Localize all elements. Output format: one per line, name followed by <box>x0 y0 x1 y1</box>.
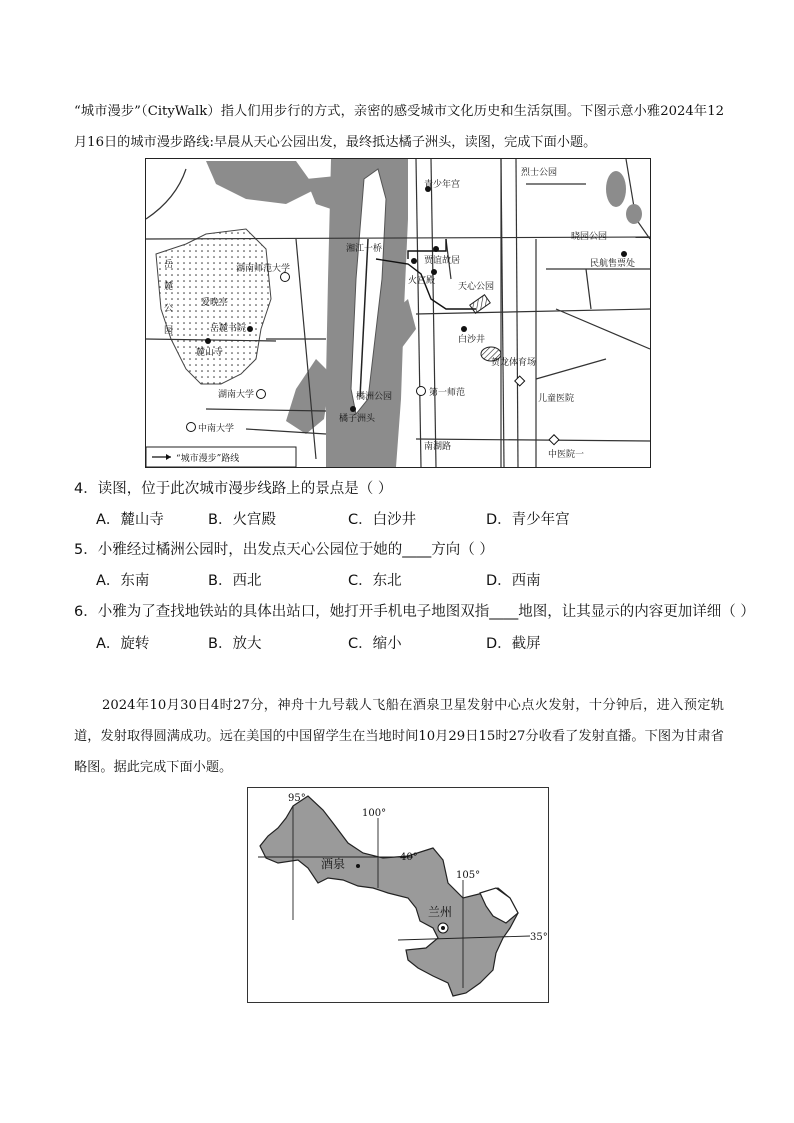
label-lat-35: 35° <box>530 932 548 943</box>
label-lushan-temple: 麓山寺 <box>196 348 224 358</box>
label-lon-105: 105° <box>456 870 481 881</box>
question-5-stem: 5．小雅经过橘洲公园时，出发点天心公园位于她的____方向（ ） <box>74 542 494 558</box>
q4-option-a[interactable]: A．麓山寺 <box>96 512 164 528</box>
q5-option-a[interactable]: A．东南 <box>96 573 150 589</box>
label-civil-aviation: 民航售票处 <box>590 259 636 269</box>
label-central-south: 中南大学 <box>198 424 235 434</box>
label-lat-40: 40° <box>400 852 418 863</box>
q5-option-b[interactable]: B．西北 <box>208 573 262 589</box>
question-4-stem: 4．读图，位于此次城市漫步线路上的景点是（ ） <box>74 481 393 497</box>
label-hunan-normal: 湖南师范大学 <box>236 264 291 274</box>
label-lon-100: 100° <box>362 808 387 819</box>
label-juzizhoutou: 橘子洲头 <box>339 414 376 424</box>
q6-option-a[interactable]: A．旋转 <box>96 636 150 652</box>
label-huogong: 火宫殿 <box>408 276 436 286</box>
legend-route-label: “城市漫步”路线 <box>176 454 240 464</box>
label-yuelu-academy: 岳麓书院 <box>210 324 247 334</box>
label-gym: 贺龙体育场 <box>491 358 537 368</box>
q6-option-c[interactable]: C．缩小 <box>348 636 402 652</box>
label-lon-95: 95° <box>288 793 306 804</box>
jiuquan-symbol <box>356 864 360 868</box>
label-jiayi: 贾谊故居 <box>424 256 461 266</box>
label-lanzhou: 兰州 <box>428 905 453 919</box>
label-hunan-univ: 湖南大学 <box>218 390 255 400</box>
passage-intro-citywalk: “城市漫步”（CityWalk）指人们用步行的方式，亲密的感受城市文化历史和生活氛围。下图示意小雅2024年12月16日的城市漫步路线:早晨从天心公园出发，最终抵达橘子洲头，读图，完成下面小题。 <box>74 104 724 150</box>
q6-option-b[interactable]: B．放大 <box>208 636 262 652</box>
label-youth-palace: 青少年宫 <box>424 180 461 190</box>
question-6-stem: 6．小雅为了查找地铁站的具体出站口，她打开手机电子地图双指____地图，让其显示的内容更加详细（ ） <box>74 604 755 620</box>
label-yuelu-park: 岳麓公园 <box>164 260 174 336</box>
q4-option-d[interactable]: D．青少年宫 <box>486 512 570 528</box>
gansu-map-svg <box>248 788 548 1002</box>
q5-option-d[interactable]: D．西南 <box>486 573 541 589</box>
q5-option-c[interactable]: C．东北 <box>348 573 402 589</box>
q6-option-d[interactable]: D．截屏 <box>486 636 541 652</box>
citywalk-map-svg <box>146 159 650 467</box>
q4-option-b[interactable]: B．火宫殿 <box>208 512 276 528</box>
label-children-hospital: 儿童医院 <box>538 394 575 404</box>
label-xiangjiang-bridge: 湘江一桥 <box>346 244 383 254</box>
lake-shape <box>206 161 316 204</box>
label-xiaoyuan: 晓园公园 <box>571 232 608 242</box>
label-jiuquan: 酒泉 <box>321 857 346 871</box>
gansu-province-shape <box>260 796 518 996</box>
label-tianxin: 天心公园 <box>458 282 495 292</box>
passage-shenzhou: 2024年10月30日4时27分，神舟十九号载人飞船在酒泉卫星发射中心点火发射，十分钟后，进入预定轨道，发射取得圆满成功。远在美国的中国留学生在当地时间10月29日15时27分收看了发射直播。下图为甘肃省略图。据此完成下面小题。 <box>74 698 724 775</box>
gansu-map <box>247 787 549 1003</box>
label-lieshi: 烈士公园 <box>521 168 558 178</box>
label-aiwan: 爱晚亭 <box>201 298 229 308</box>
label-first-normal: 第一师范 <box>429 388 466 398</box>
label-baisha: 白沙井 <box>458 335 486 345</box>
label-zhongyiyuan: 中医院一 <box>548 450 585 460</box>
label-juzhou-park: 橘洲公园 <box>356 392 393 402</box>
citywalk-map <box>145 158 651 468</box>
label-nanhu-road: 南湖路 <box>424 442 452 452</box>
q4-option-c[interactable]: C．白沙井 <box>348 512 417 528</box>
